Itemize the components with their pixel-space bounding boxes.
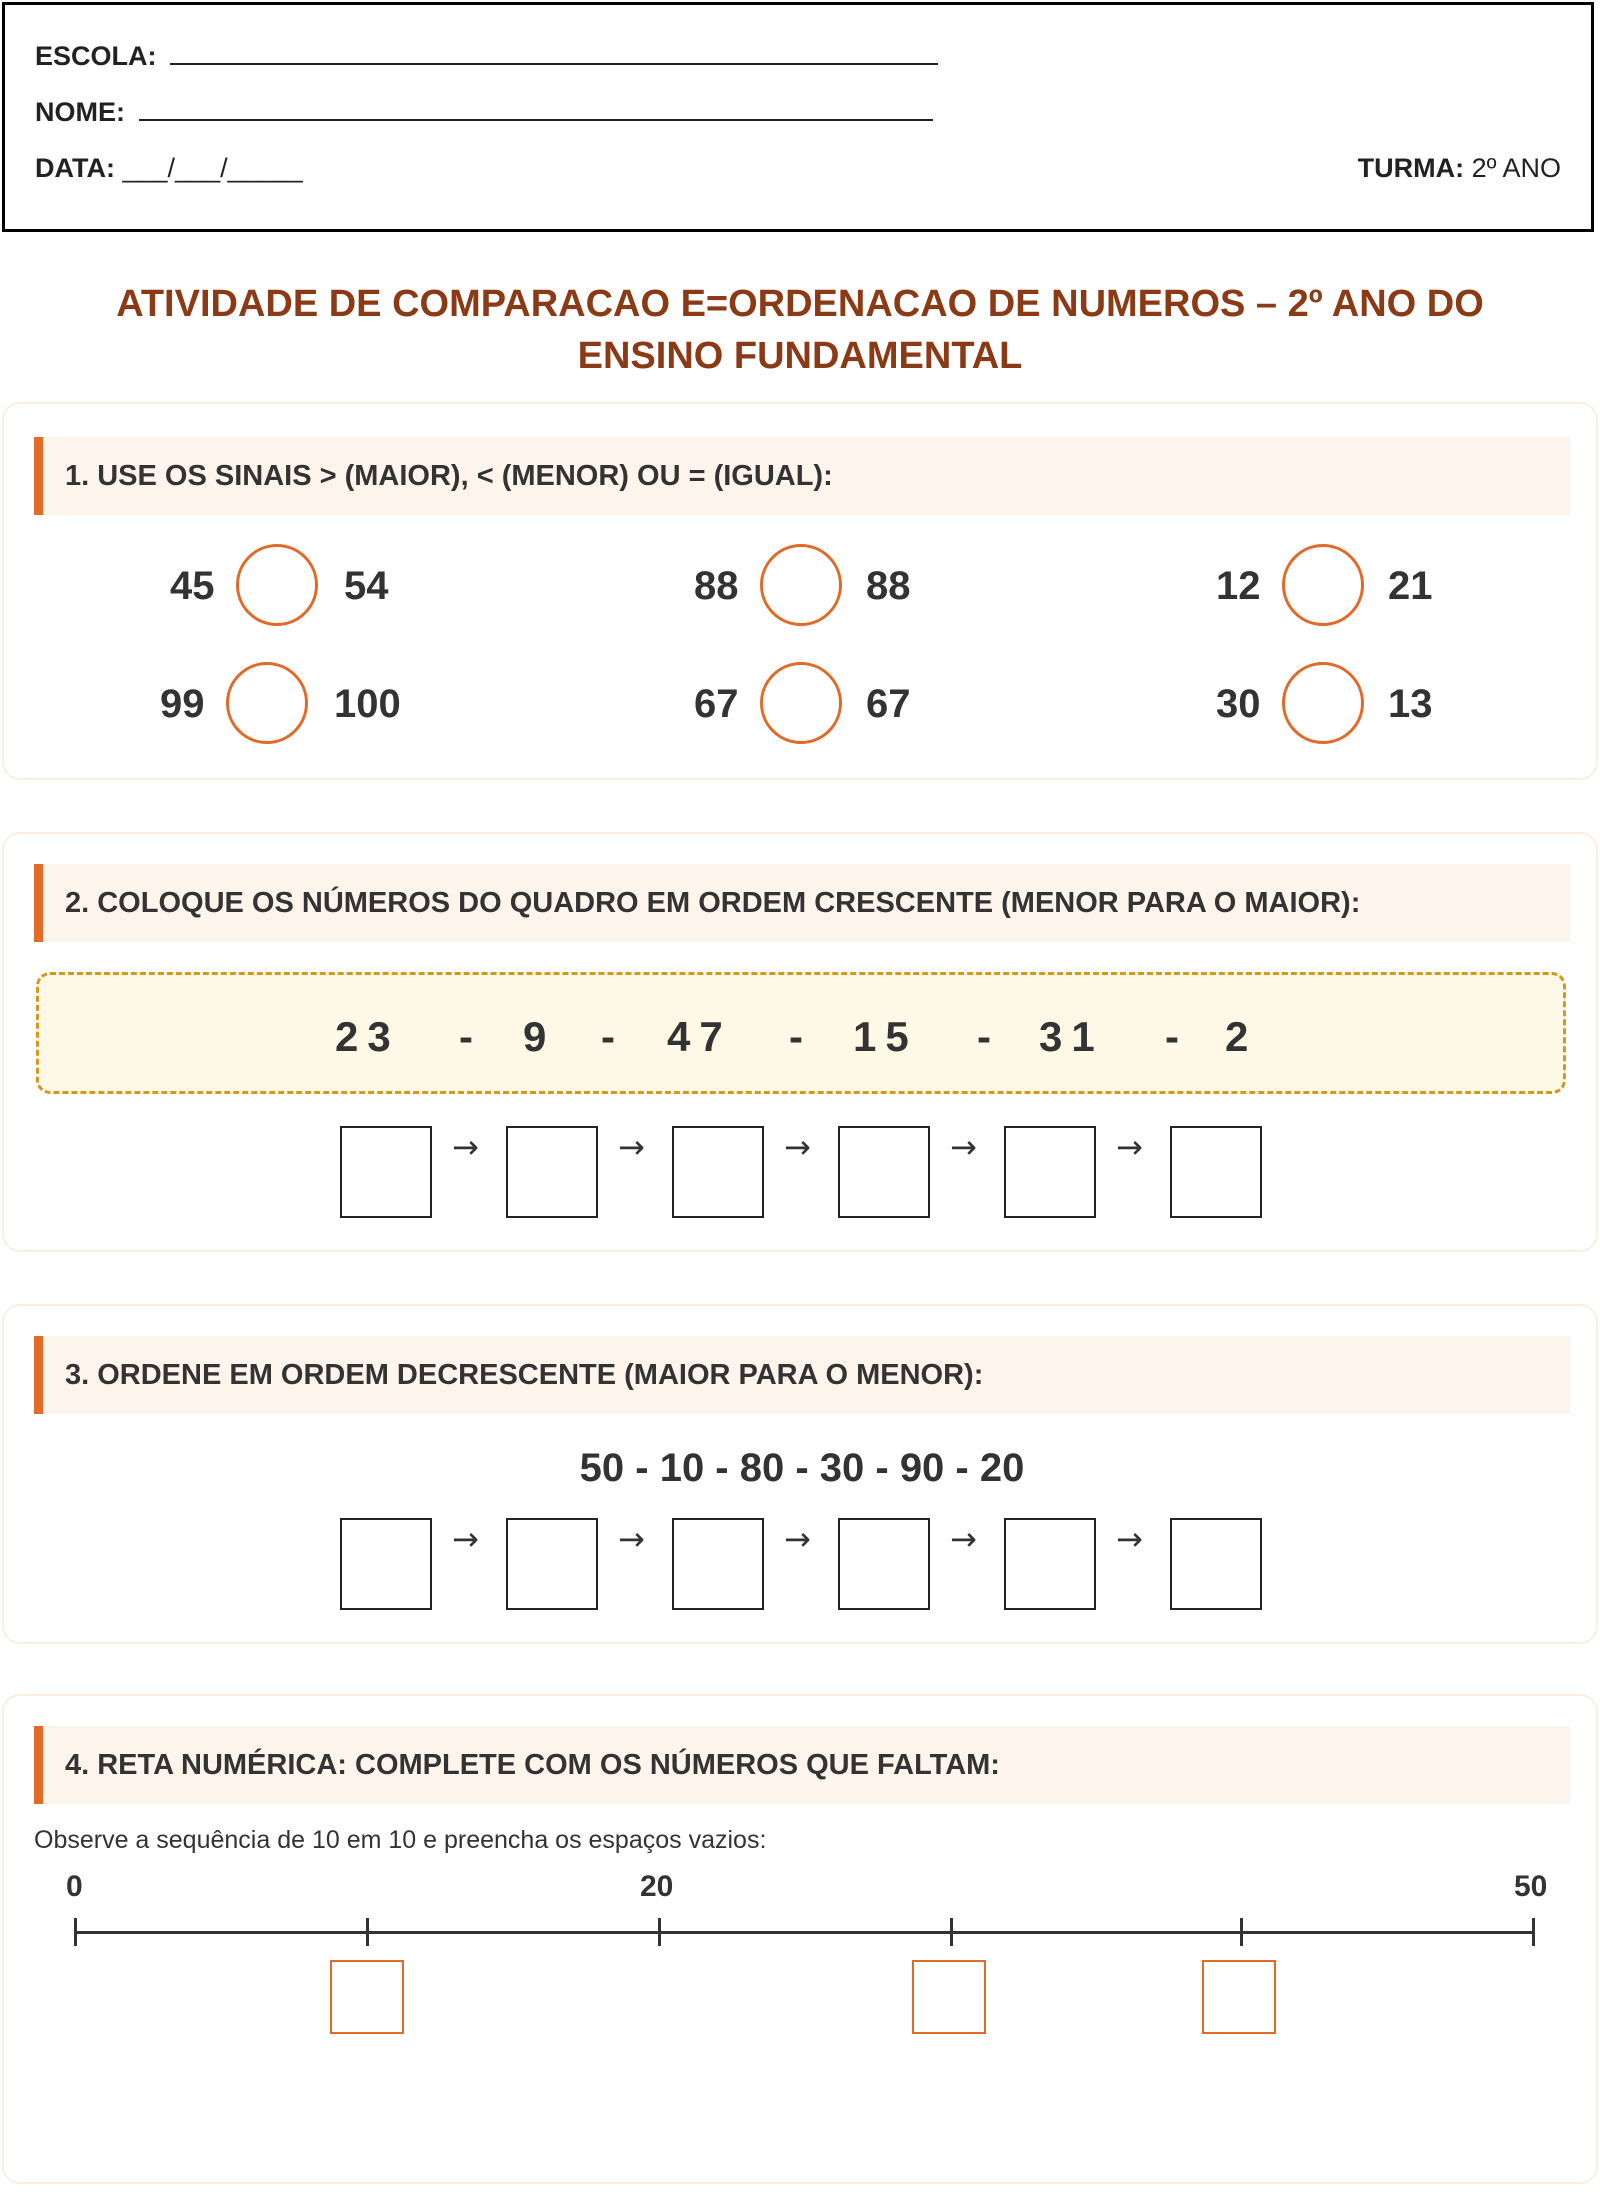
missing-number-box[interactable] [330,1960,404,2034]
answer-box[interactable] [838,1518,930,1610]
compare-left-number: 30 [1216,682,1261,726]
question-4-heading: 4. RETA NUMÉRICA: COMPLETE COM OS NÚMEROS QUE FALTAM: [34,1726,1570,1804]
turma [1358,153,1561,184]
escola-label: ESCOLA: [35,41,157,71]
question-3-section [2,1304,1598,1644]
arrow-right-icon: → [1116,1128,1143,1166]
answer-circle[interactable] [1282,544,1364,626]
arrow-right-icon: → [1116,1520,1143,1558]
number-line-tick [366,1918,369,1946]
compare-right-number: 21 [1388,564,1433,608]
separator-dash: - [1165,1013,1179,1060]
box-number: 9 [523,1013,556,1060]
answer-box[interactable] [838,1126,930,1218]
nome-row [35,97,933,128]
question-2-section [2,832,1598,1252]
arrow-right-icon: → [950,1520,977,1558]
number-line-instruction: Observe a sequência de 10 em 10 e preencha os espaços vazios: [34,1826,767,1854]
arrow-right-icon: → [452,1128,479,1166]
answer-box[interactable] [506,1518,598,1610]
compare-right-number: 100 [334,682,401,726]
arrow-right-icon: → [784,1520,811,1558]
data-row [35,153,303,184]
arrow-right-icon: → [784,1128,811,1166]
missing-number-box[interactable] [1202,1960,1276,2034]
data-field[interactable]: ___/___/_____ [122,153,303,183]
answer-box[interactable] [672,1518,764,1610]
question-2-heading: 2. COLOQUE OS NÚMEROS DO QUADRO EM ORDEM CRESCENTE (MENOR PARA O MAIOR): [34,864,1570,942]
answer-box[interactable] [672,1126,764,1218]
nome-label: NOME: [35,97,125,127]
number-line-tick [950,1918,953,1946]
box-number: 15 [853,1013,918,1060]
arrow-right-icon: → [950,1128,977,1166]
compare-right-number: 88 [866,564,911,608]
escola-row [35,41,938,72]
answer-box[interactable] [1170,1126,1262,1218]
box-number: 47 [667,1013,732,1060]
numbers-box [36,972,1566,1094]
box-number: 31 [1039,1013,1104,1060]
question-4-section [2,1694,1598,2184]
arrow-right-icon: → [618,1128,645,1166]
escola-field[interactable] [170,63,938,65]
answer-box[interactable] [340,1126,432,1218]
number-line-label: 50 [1514,1870,1548,1903]
compare-right-number: 67 [866,682,911,726]
compare-left-number: 12 [1216,564,1261,608]
compare-left-number: 88 [694,564,739,608]
box-number: 2 [1225,1013,1258,1060]
separator-dash: - [977,1013,991,1060]
compare-left-number: 45 [170,564,215,608]
turma-value: 2º ANO [1471,153,1561,183]
number-line-tick [1240,1918,1243,1946]
answer-circle[interactable] [1282,662,1364,744]
answer-circle[interactable] [760,662,842,744]
turma-label: TURMA: [1357,153,1465,183]
number-line [74,1931,1534,1934]
answer-box[interactable] [1004,1126,1096,1218]
number-line-tick [74,1918,77,1946]
question-3-heading: 3. ORDENE EM ORDEM DECRESCENTE (MAIOR PARA O MENOR): [34,1336,1570,1414]
answer-circle[interactable] [760,544,842,626]
answer-circle[interactable] [236,544,318,626]
number-line-label: 20 [640,1870,674,1903]
box-number: 23 [335,1013,400,1060]
arrow-right-icon: → [452,1520,479,1558]
number-line-tick [1532,1918,1535,1946]
separator-dash: - [789,1013,803,1060]
student-info-header [2,2,1594,232]
decreasing-sequence: 50 - 10 - 80 - 30 - 90 - 20 [579,1446,1025,1490]
compare-left-number: 67 [694,682,739,726]
data-label: DATA: [35,153,115,183]
answer-box[interactable] [1170,1518,1262,1610]
separator-dash: - [459,1013,473,1060]
answer-circle[interactable] [226,662,308,744]
nome-field[interactable] [139,119,933,121]
number-line-tick [658,1918,661,1946]
answer-box[interactable] [1004,1518,1096,1610]
answer-box[interactable] [340,1518,432,1610]
question-1-heading: 1. USE OS SINAIS > (MAIOR), < (MENOR) OU = (IGUAL): [34,437,1570,515]
question-1-section [2,402,1598,780]
separator-dash: - [601,1013,615,1060]
missing-number-box[interactable] [912,1960,986,2034]
compare-right-number: 54 [344,564,389,608]
answer-box[interactable] [506,1126,598,1218]
number-line-label: 0 [66,1870,83,1903]
worksheet-title: ATIVIDADE DE COMPARACAO E=ORDENACAO DE NUMEROS – 2º ANO DO ENSINO FUNDAMENTAL [116,283,1484,377]
compare-right-number: 13 [1388,682,1433,726]
compare-left-number: 99 [160,682,205,726]
arrow-right-icon: → [618,1520,645,1558]
